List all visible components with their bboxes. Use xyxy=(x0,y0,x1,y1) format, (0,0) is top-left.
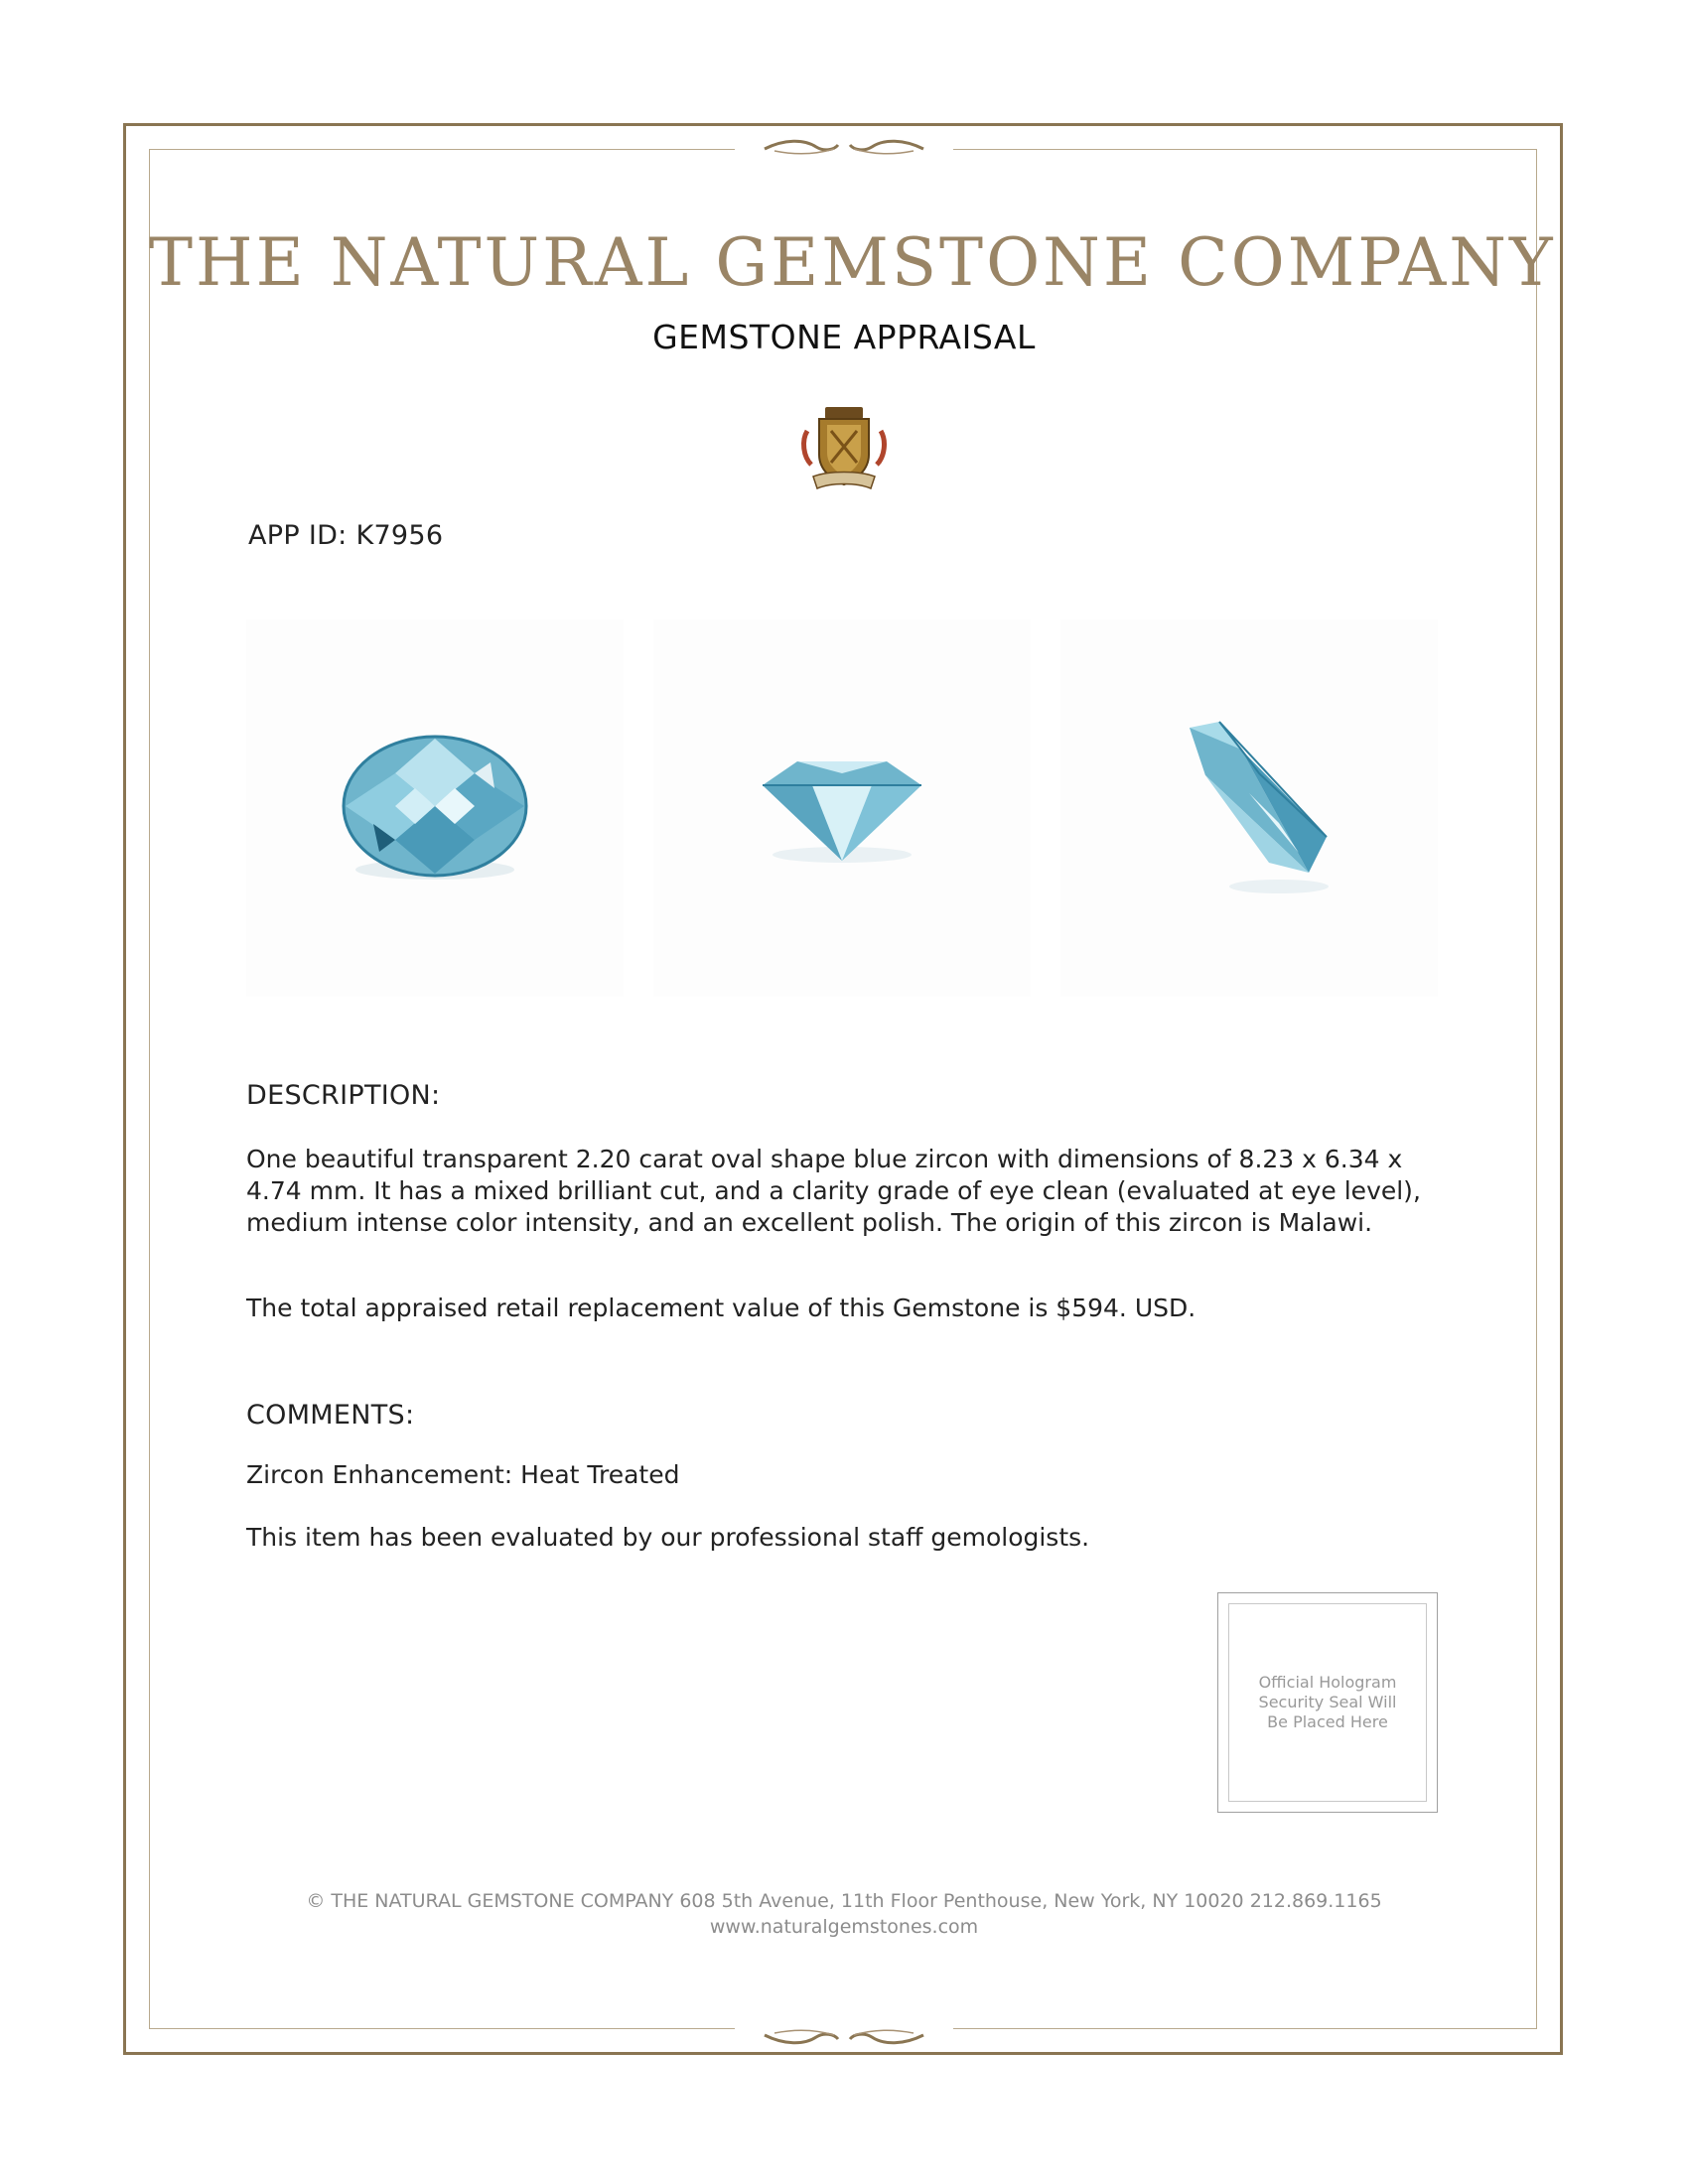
appraised-value-statement: The total appraised retail replacement value of this Gemstone is $594. USD. xyxy=(246,1294,1196,1322)
company-crest-logo xyxy=(799,401,889,494)
gem-photo-side-view xyxy=(653,619,1031,997)
evaluation-comment: This item has been evaluated by our professional staff gemologists. xyxy=(246,1523,1090,1552)
company-name: THE NATURAL GEMSTONE COMPANY xyxy=(149,224,1556,301)
document-title: GEMSTONE APPRAISAL xyxy=(652,318,1036,356)
gem-photo-top-view xyxy=(246,619,624,997)
gem-photo-angled-view xyxy=(1060,619,1438,997)
description-heading: DESCRIPTION: xyxy=(246,1080,441,1111)
hologram-seal-inner-border xyxy=(1228,1603,1427,1802)
footer-address: © THE NATURAL GEMSTONE COMPANY 608 5th Avenue, 11th Floor Penthouse, New York, NY 10020 212.869.1165 xyxy=(306,1890,1382,1912)
enhancement-comment: Zircon Enhancement: Heat Treated xyxy=(246,1460,680,1489)
description-text: One beautiful transparent 2.20 carat oval shape blue zircon with dimensions of 8.23 x 6.34 x 4.74 mm. It has a mixed brilliant cut, and a clarity grade of eye clean (evaluated at eye level), medium intense color intensity, and an excellent polish. The origin of this zircon is Malawi. xyxy=(246,1145,1421,1237)
hologram-seal-text: Official Hologram Security Seal Will Be Placed Here xyxy=(1258,1673,1397,1731)
bottom-scroll-ornament xyxy=(735,2025,953,2049)
comments-heading: COMMENTS: xyxy=(246,1400,415,1431)
appraisal-id: APP ID: K7956 xyxy=(248,520,444,551)
top-scroll-ornament xyxy=(735,135,953,159)
footer xyxy=(149,1888,1539,1940)
footer-website-link[interactable]: www.naturalgemstones.com xyxy=(709,1916,979,1938)
hologram-seal-placeholder xyxy=(1217,1592,1438,1813)
